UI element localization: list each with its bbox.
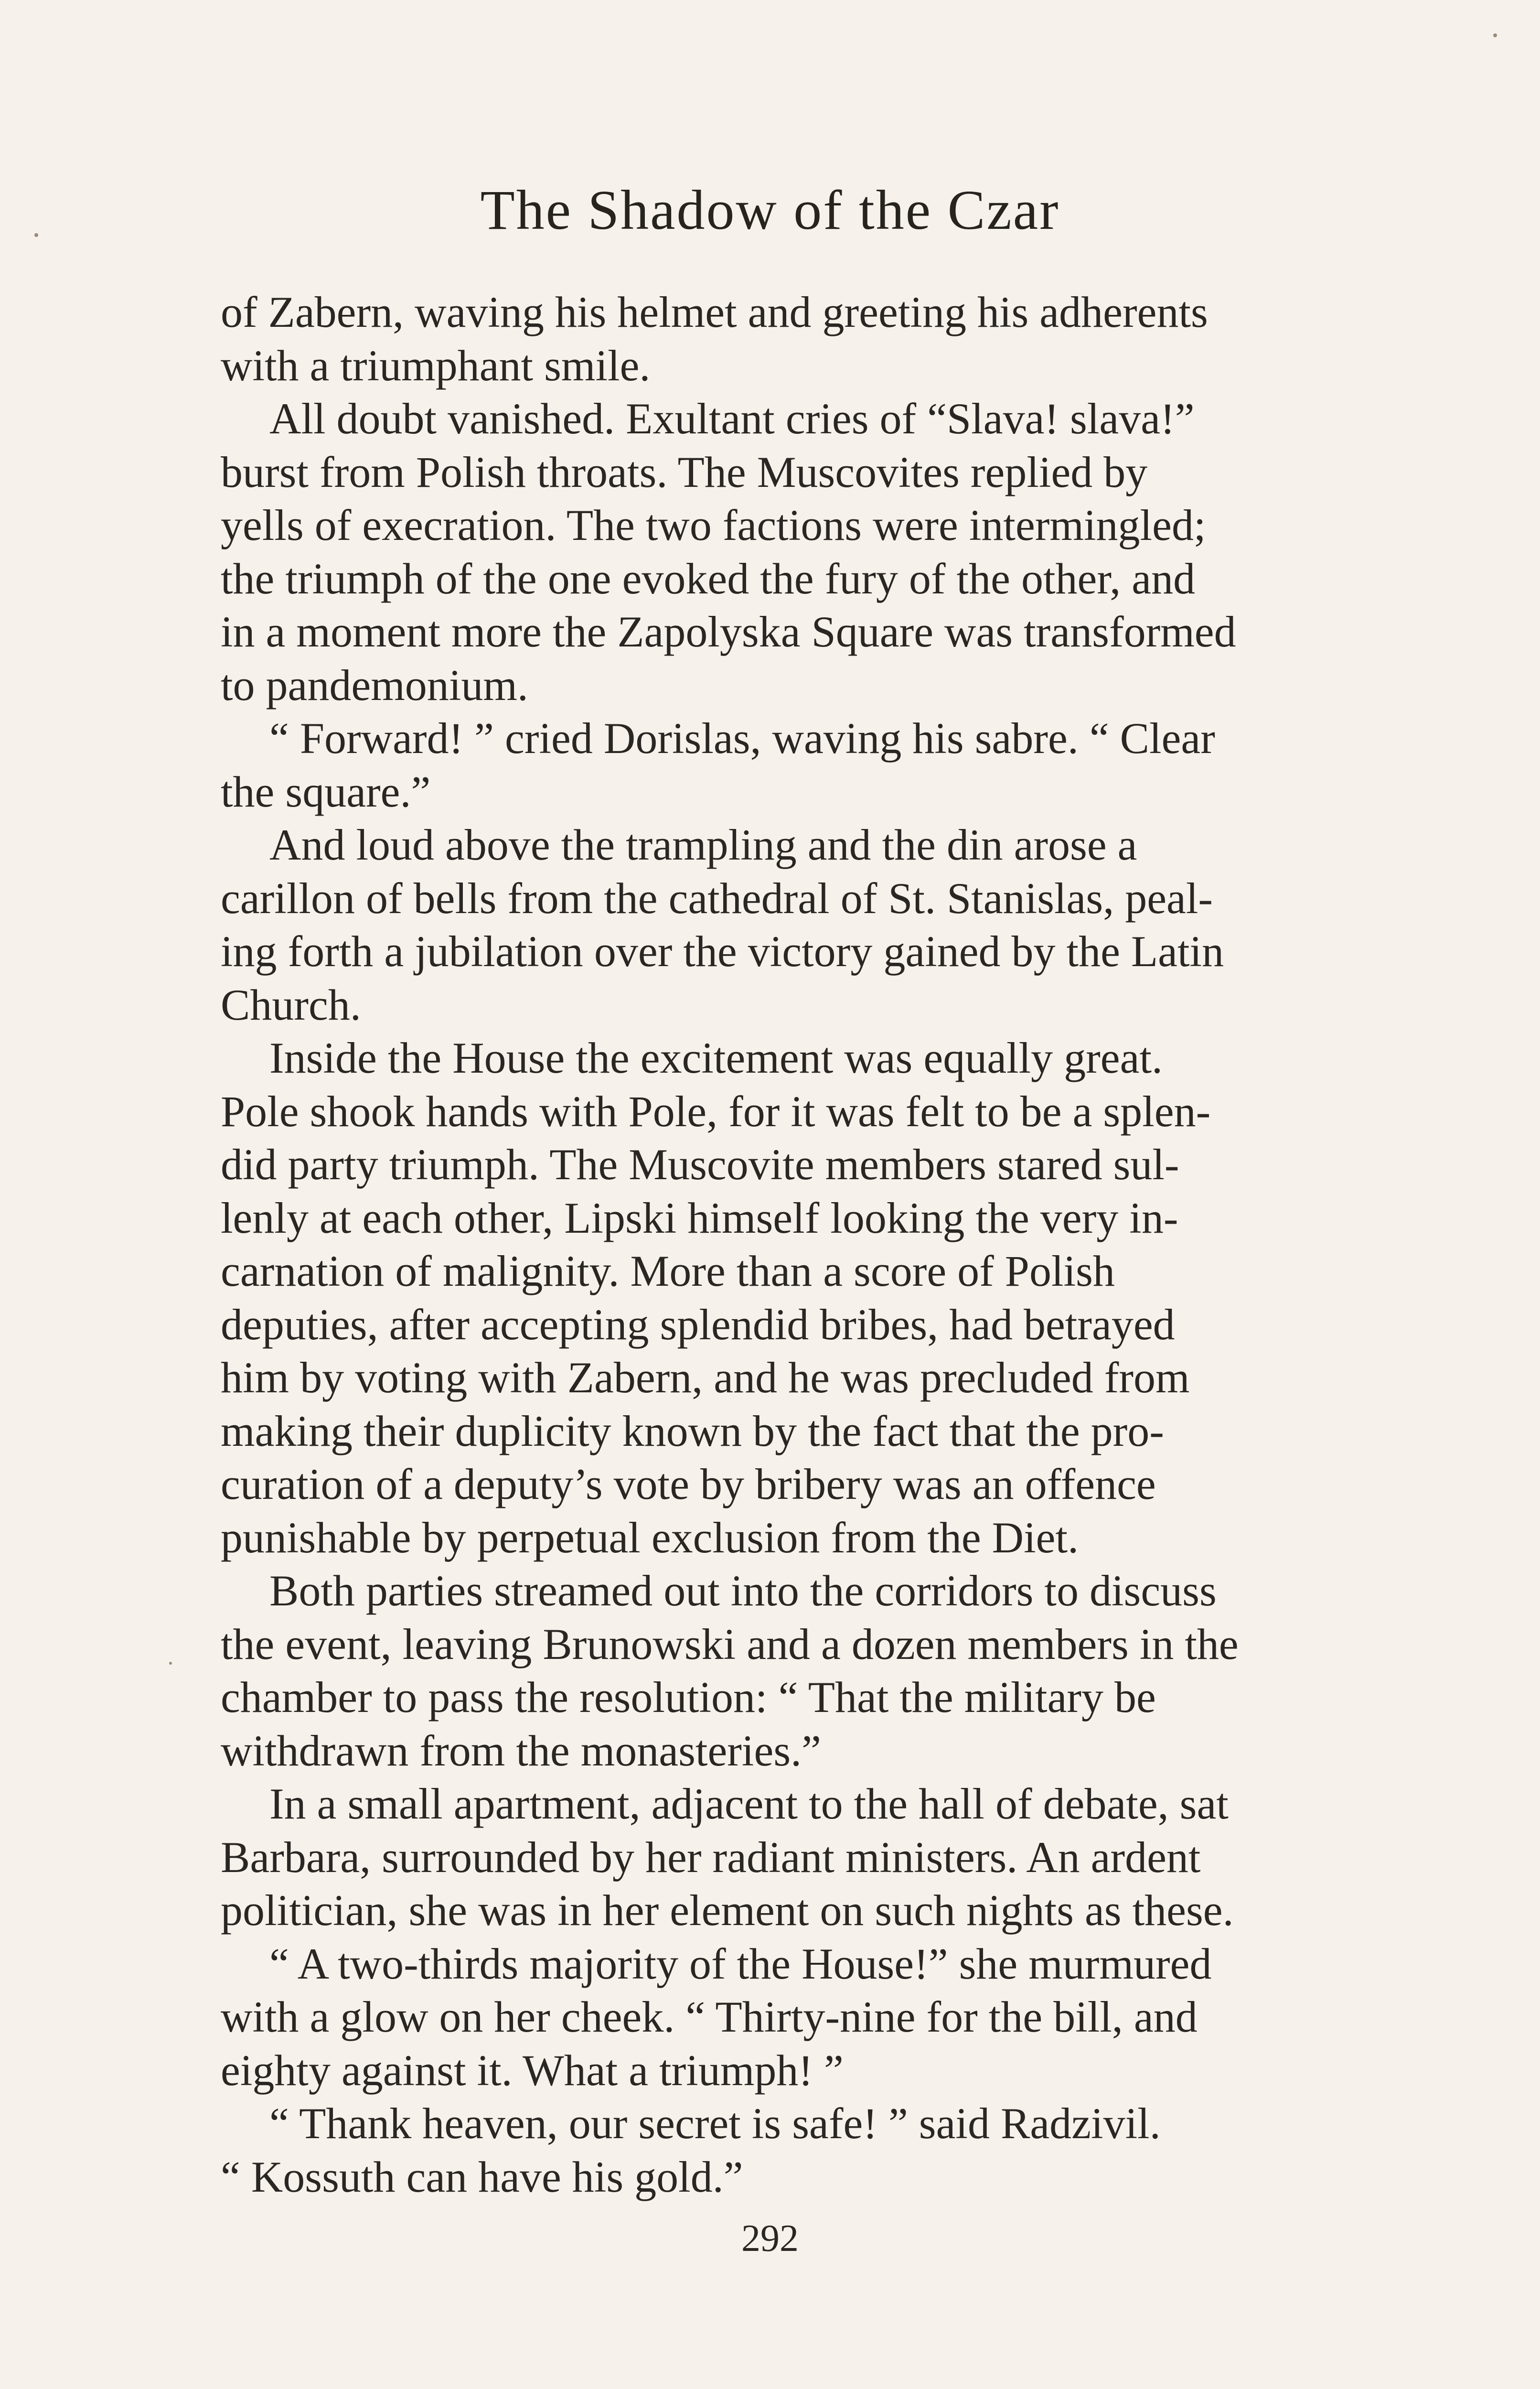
paper-speck bbox=[34, 233, 38, 237]
text-line: Inside the House the excitement was equally great. bbox=[269, 1033, 1163, 1082]
paragraph bbox=[221, 2097, 1434, 2204]
paper-speck bbox=[169, 1662, 172, 1665]
running-head: The Shadow of the Czar bbox=[480, 179, 1060, 241]
text-line: carnation of malignity. More than a score of Polish bbox=[221, 1247, 1115, 1295]
text-line: lenly at each other, Lipski himself looking the very in- bbox=[221, 1193, 1178, 1242]
text-line: to pandemonium. bbox=[221, 660, 528, 710]
text-line: with a glow on her cheek. “ Thirty-nine for the bill, and bbox=[221, 1992, 1198, 2041]
text-line: him by voting with Zabern, and he was precluded from bbox=[221, 1353, 1190, 1402]
text-line: the triumph of the one evoked the fury of the other, and bbox=[221, 554, 1196, 603]
text-line: curation of a deputy’s vote by bribery was an offence bbox=[221, 1460, 1156, 1508]
text-line: in a moment more the Zapolyska Square was transformed bbox=[221, 607, 1236, 656]
text-line: eighty against it. What a triumph! ” bbox=[221, 2045, 844, 2095]
text-line: the event, leaving Brunowski and a dozen members in the bbox=[221, 1619, 1239, 1668]
text-line: punishable by perpetual exclusion from the Diet. bbox=[221, 1513, 1079, 1562]
text-line: “ A two-thirds majority of the House!” she murmured bbox=[269, 1939, 1212, 1988]
text-line: In a small apartment, adjacent to the hall of debate, sat bbox=[269, 1779, 1229, 1828]
text-line: “ Thank heaven, our secret is safe! ” said Radzivil. bbox=[269, 2099, 1161, 2148]
paragraph bbox=[221, 1937, 1434, 2098]
text-line: Both parties streamed out into the corridors to discuss bbox=[269, 1566, 1217, 1615]
text-line: carillon of bells from the cathedral of St. Stanislas, peal- bbox=[221, 873, 1213, 923]
text-line: ing forth a jubilation over the victory gained by the Latin bbox=[221, 927, 1224, 976]
text-line: deputies, after accepting splendid bribes, had betrayed bbox=[221, 1300, 1175, 1349]
text-line: Barbara, surrounded by her radiant ministers. An ardent bbox=[221, 1832, 1201, 1882]
text-line: withdrawn from the monasteries.” bbox=[221, 1726, 821, 1775]
paragraph bbox=[221, 1032, 1434, 1564]
text-line: politician, she was in her element on such nights as these. bbox=[221, 1886, 1234, 1935]
text-line: “ Forward! ” cried Dorislas, waving his sabre. “ Clear bbox=[269, 714, 1215, 763]
body-text bbox=[221, 286, 1434, 2204]
paragraph bbox=[221, 1564, 1434, 1777]
paragraph bbox=[221, 1777, 1434, 1937]
text-line: did party triumph. The Muscovite members stared sul- bbox=[221, 1140, 1179, 1189]
page-number: 292 bbox=[741, 2217, 799, 2260]
text-line: Pole shook hands with Pole, for it was felt to be a splen- bbox=[221, 1087, 1211, 1136]
text-line: chamber to pass the resolution: “ That the military be bbox=[221, 1673, 1156, 1722]
text-line: “ Kossuth can have his gold.” bbox=[221, 2152, 743, 2201]
paragraph bbox=[221, 286, 1434, 392]
paper-speck bbox=[1493, 33, 1497, 37]
paragraph bbox=[221, 712, 1434, 818]
text-line: All doubt vanished. Exultant cries of “Slava! slava!” bbox=[269, 394, 1195, 443]
text-line: making their duplicity known by the fact that the pro- bbox=[221, 1406, 1164, 1455]
text-line: Church. bbox=[221, 980, 361, 1029]
paragraph bbox=[221, 392, 1434, 712]
text-line: with a triumphant smile. bbox=[221, 341, 651, 390]
text-line: And loud above the trampling and the din arose a bbox=[269, 820, 1137, 869]
text-line: of Zabern, waving his helmet and greeting his adherents bbox=[221, 288, 1208, 336]
text-line: burst from Polish throats. The Muscovites replied by bbox=[221, 447, 1148, 496]
paragraph bbox=[221, 818, 1434, 1032]
text-line: yells of execration. The two factions were intermingled; bbox=[221, 501, 1206, 549]
text-line: the square.” bbox=[221, 767, 431, 816]
